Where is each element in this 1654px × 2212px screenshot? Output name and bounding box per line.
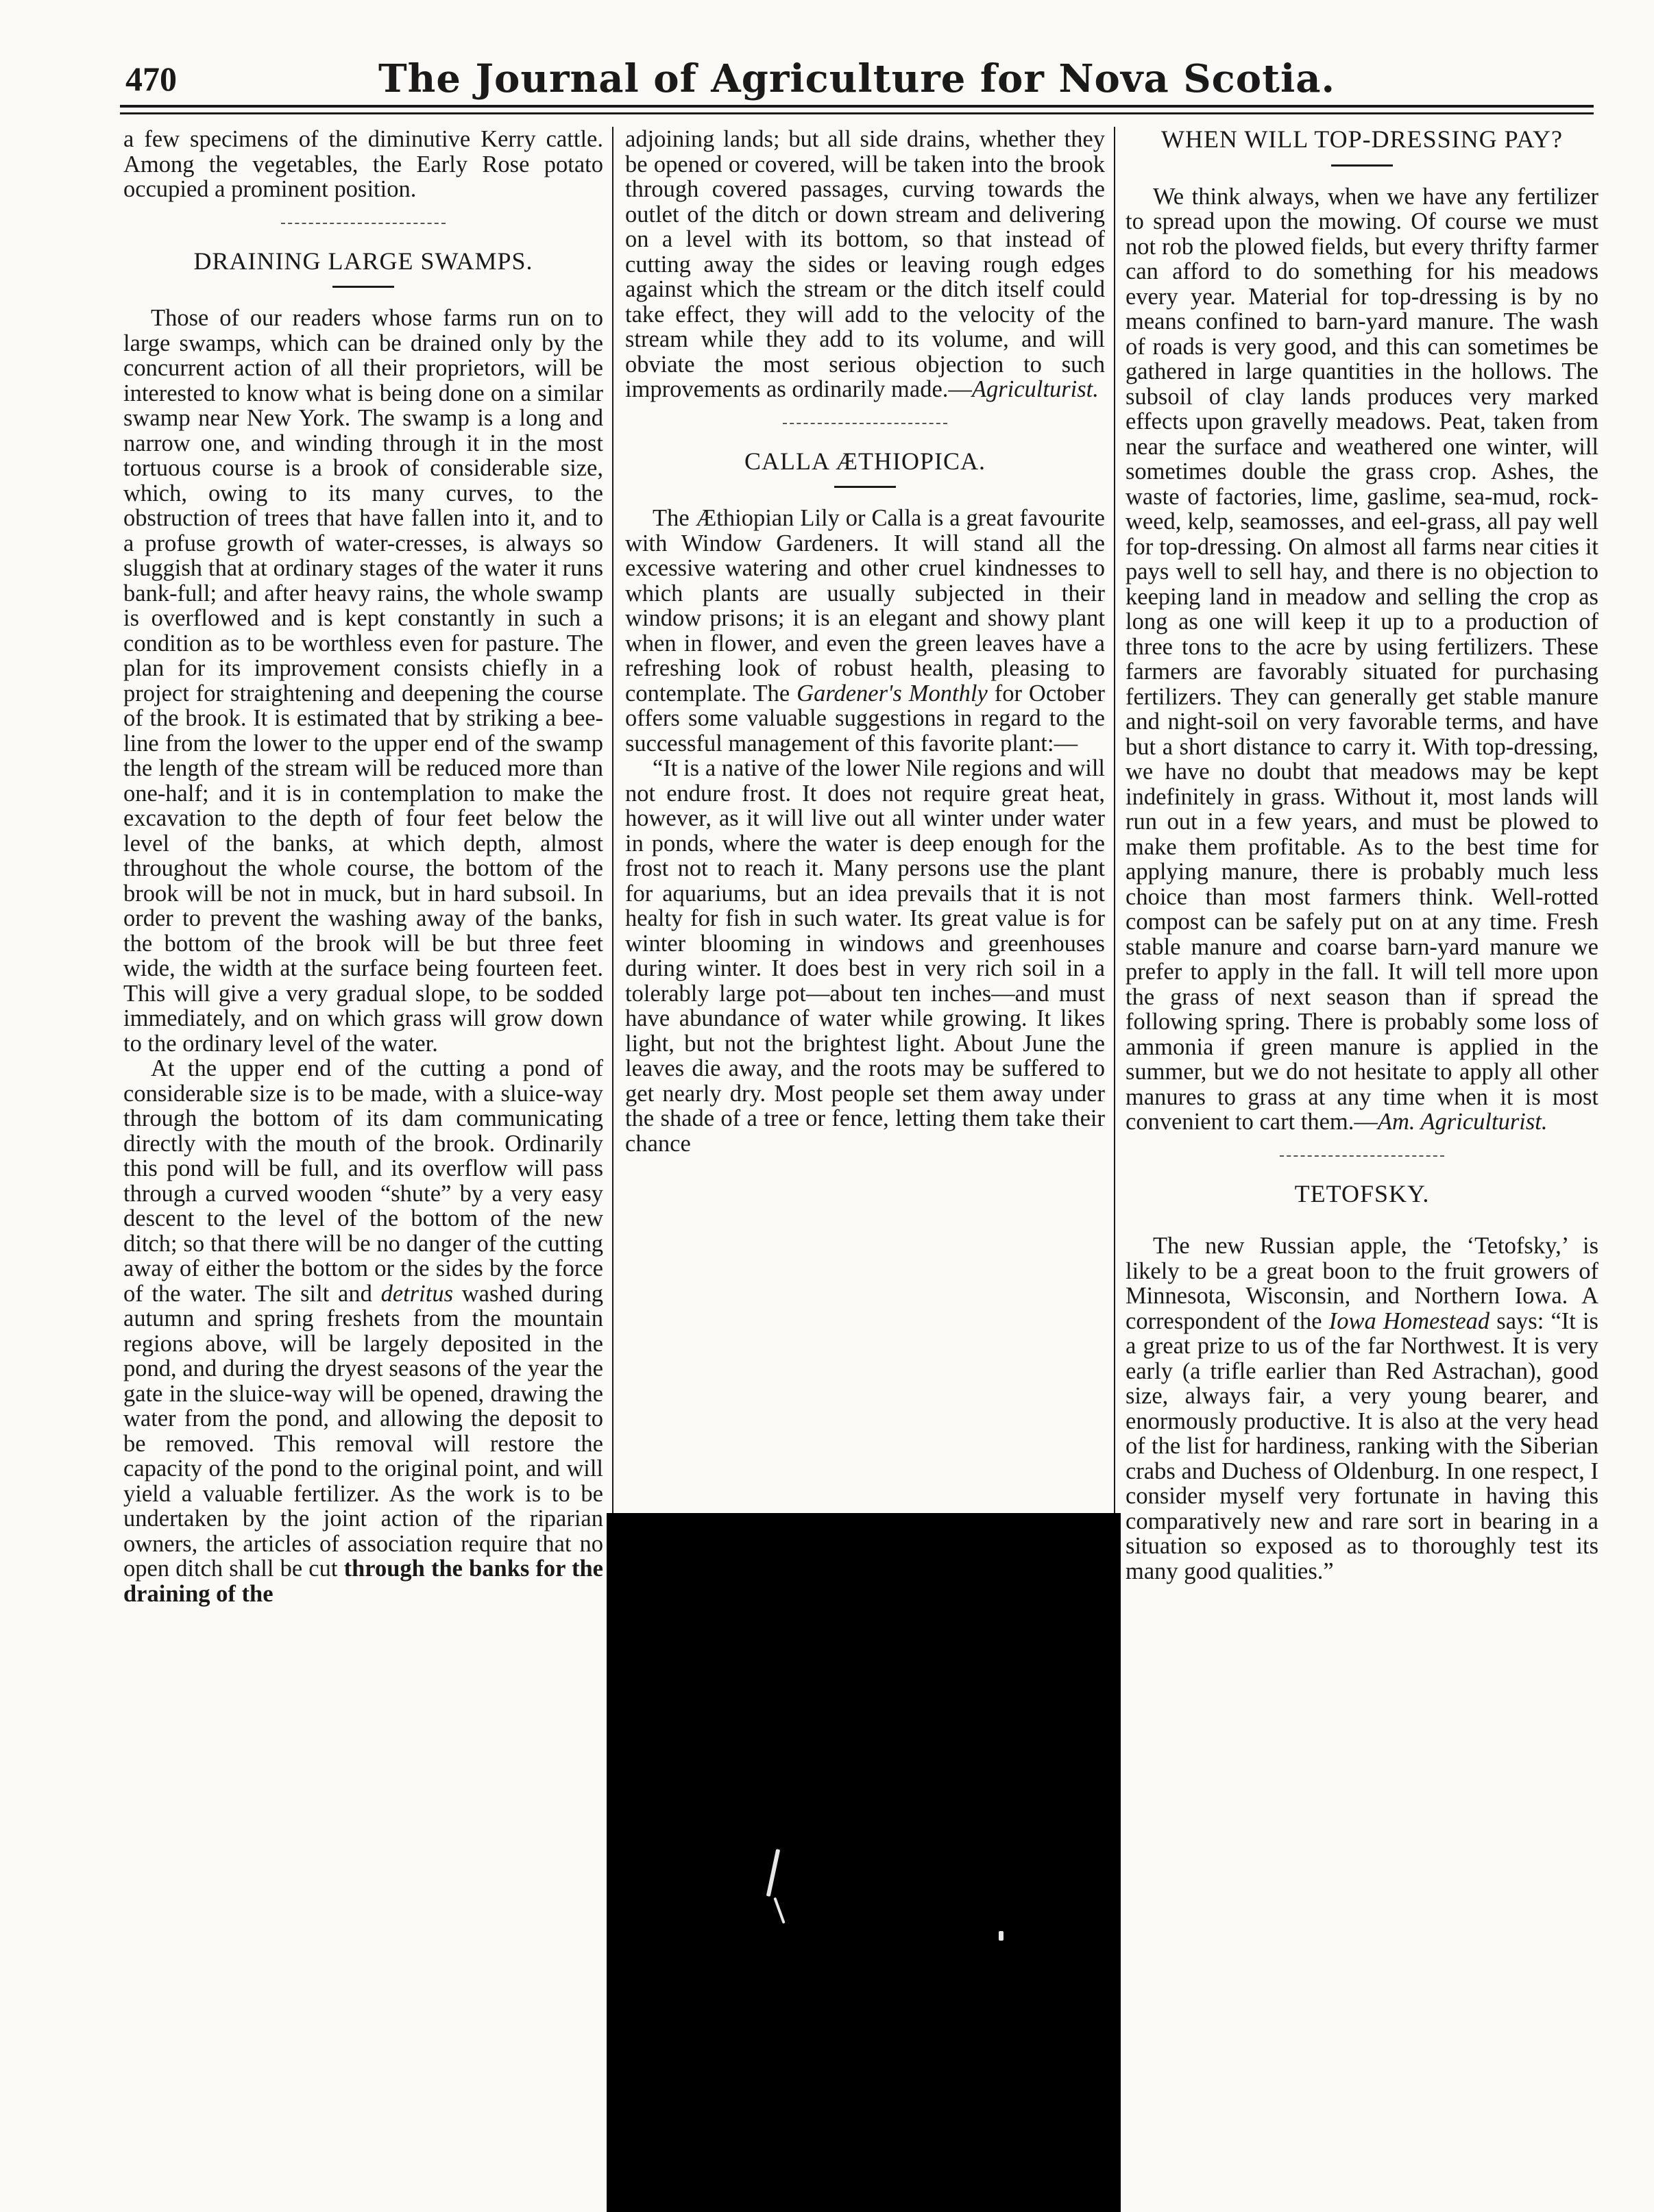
column-2 — [625, 127, 1105, 1538]
page-number: 470 — [125, 60, 177, 98]
draining-paragraph-2-text: At the upper end of the cutting a pond of considerable size is to be made, with a sluice-way through the bottom of its dam communicating directly with the mouth of the brook. Ordinarily this pond will be full, and its overflow will pass through a curved wooden “shute” by a very easy descent to the level of the bottom of the new ditch; so that there will be no danger of the cutting away of either the bottom or the sides by the force of the water. The silt and — [123, 1055, 603, 1307]
heading-rule — [834, 486, 896, 488]
article-separator — [281, 223, 446, 224]
article-heading-calla: CALLA ÆTHIOPICA. — [744, 447, 986, 475]
scan-artifact — [999, 1931, 1004, 1941]
journal-title: The Journal of Agriculture for Nova Scotia. — [378, 56, 1336, 101]
article-separator — [1280, 1155, 1444, 1157]
heading-rule — [332, 286, 394, 288]
detritus-italic: detritus — [380, 1280, 453, 1307]
column-3 — [1126, 127, 1598, 2196]
column-2-intro-text: adjoining lands; but all side drains, whether they be opened or covered, will be taken into the brook through covered passages, curving towards the outlet of the ditch or down stream and delivering on a level with its bottom, so that instead of cutting away the sides or leaving rough edges against which the stream or the ditch itself could take effect, they will add to the velocity of the stream while they add to its volume, and will obviate the most serious objection to such improvements as ordinarily made.— — [625, 126, 1105, 402]
article-separator — [783, 423, 947, 424]
column-2-intro — [625, 127, 1105, 402]
column-1 — [123, 127, 603, 2196]
top-dressing-paragraph — [1126, 184, 1598, 1135]
tetofsky-rest: says: “It is a great prize to us of the far Northwest. It is very early (a trifle earlier than Red Astrachan), good size, always fair, a very young bearer, and enormously productive. It is also at the very head of the list for hardiness, ranking with the Siberian crabs and Duchess of Oldenburg. In one respect, I consider myself very fortunate in having this comparatively new and rare sort in bearing in a situation so exposed as to thoroughly test its many good qualities.” — [1126, 1307, 1598, 1584]
article-heading-top-dressing: WHEN WILL TOP-DRESSING PAY? — [1160, 125, 1564, 153]
tetofsky-text: The new Russian apple, the ‘Tetofsky,’ is likely to be a great boon to the fruit growers of Minnesota, Wisconsin, and Northern Iowa. A correspondent of the — [1126, 1233, 1598, 1334]
page-header — [120, 48, 1594, 110]
column-1-intro: a few specimens of the diminutive Kerry cattle. Among the vegetables, the Early Rose potato occupied a prominent position. — [123, 126, 603, 202]
header-rule-top — [120, 105, 1594, 108]
calla-paragraph-1 — [625, 506, 1105, 756]
agriculturist-source: Agriculturist. — [971, 376, 1099, 402]
scan-artifact — [766, 1849, 780, 1897]
article-heading-tetofsky: TETOFSKY. — [1294, 1179, 1430, 1207]
draining-paragraph-2-rest: washed during autumn and spring freshets from the mountain regions above, will be largely deposited in the pond, and during the dryest seasons of the year the gate in the sluice-way will be opened, drawing the water from the pond, and allowing the deposit to be removed. This removal will restore the capacity of the pond to the original point, and will yield a valuable fertilizer. As the work is to be undertaken by the joint action of the riparian owners, the articles of association require that no open ditch shall be cut — [123, 1280, 603, 1582]
heading-rule — [1331, 164, 1393, 167]
calla-paragraph-1-text: The Æthiopian Lily or Calla is a great favourite with Window Gardeners. It will stand all the excessive watering and other cruel kindnesses to which plants are usually subjected in their window prisons; it is an elegant and showy plant when in flower, and even the green leaves have a refreshing look of robust health, pleasing to contemplate. The — [625, 505, 1105, 706]
column-divider-1 — [612, 127, 613, 1518]
draining-paragraph-1: Those of our readers whose farms run on to large swamps, which can be drained only by the concurrent action of all their proprietors, will be interested to know what is being done on a similar swamp near New York. The swamp is a long and narrow one, and winding through it in the most tortuous course is a brook of considerable size, which, owing to its many curves, to the obstruction of trees that have fallen into it, and to a profuse growth of water-cresses, is always so sluggish that at ordinary stages of the water it runs bank-full; and after heavy rains, the whole swamp is overflowed and is kept constantly in such a condition as to be worthless even for pasture. The plan for its improvement consists chiefly in a project for straightening and deepening the course of the brook. It is estimated that by striking a bee-line from the lower to the upper end of the swamp the length of the stream will be reduced more than one-half; and it is in contemplation to make the excavation to the depth of four feet below the level of the banks, at which depth, almost throughout the whole course, the bottom of the brook will be not in muck, but in hard subsoil. In order to prevent the washing away of the banks, the bottom of the brook will be but three feet wide, the width at the surface being fourteen feet. This will give a very gradual slope, to be sodded immediately, and on which grass will grow down to the ordinary level of the water. — [123, 305, 603, 1057]
article-heading-draining-swamps: DRAINING LARGE SWAMPS. — [193, 247, 533, 275]
top-dressing-text: We think always, when we have any fertilizer to spread upon the mowing. Of course we must not rob the plowed fields, but every thrifty farmer can afford to do something for his meadows every year. Material for top-dressing is by no means confined to barn-yard manure. The wash of roads is very good, and this can sometimes be gathered in large quantities in the hollows. The subsoil of clay lands produces very marked effects upon gravelly meadows. Peat, taken from near the surface and weathered one winter, will sometimes double the grass crop. Ashes, the waste of factories, lime, gaslime, sea-mud, rock-weed, kelp, seamosses, and eel-grass, all pay well for top-dressing. On almost all farms near cities it pays well to sell hay, and there is no objection to keeping land in meadow and selling the crop as long as one will keep it up to a production of three tons to the acre by using fertilizers. These farmers are favorably situated for purchasing fertilizers. They can generally get stable manure and night-soil on very favorable terms, and have but a short distance to carry it. With top-dressing, we have no doubt that meadows may be kept indefinitely in grass. Without it, most lands will run out in a few years, and must be plowed to make them profitable. As to the best time for applying manure, there is probably much less choice than most farmers think. Well-rotted compost can be safely put on at any time. Fresh stable manure and coarse barn-yard manure we prefer to apply in the fall. It will tell more upon the grass of next season than if spread the following spring. There is probably some loss of ammonia if green manure is applied in the summer, but we do not hesitate to apply all other manures to grass at any time when it is most convenient to cart them.— — [1126, 183, 1598, 1135]
scan-artifact — [773, 1897, 785, 1924]
gardeners-monthly-italic: Gardener's Monthly — [796, 680, 988, 706]
obscured-region — [607, 1513, 1121, 2212]
tetofsky-paragraph — [1126, 1233, 1598, 1584]
iowa-homestead-italic: Iowa Homestead — [1328, 1307, 1490, 1334]
calla-paragraph-1-rest: for October offers some valuable suggestions in regard to the successful management of this favorite plant:— — [625, 680, 1106, 757]
draining-paragraph-2-bold-tail: through the banks for the draining of the — [123, 1556, 603, 1607]
header-rule-bottom — [120, 112, 1594, 114]
am-agriculturist-source: Am. Agriculturist. — [1377, 1109, 1548, 1135]
calla-paragraph-2: “It is a native of the lower Nile regions and will not endure frost. It does not require great heat, however, as it will live out all winter under water in ponds, where the water is deep enough for the frost not to reach it. Many persons use the plant for aquariums, but an idea prevails that it is not healty for fish in such water. Its great value is for winter blooming in windows and greenhouses during winter. It does best in very rich soil in a tolerably large pot—about ten inches—and must have abundance of water while growing. It likes light, but not the brightest light. About June the leaves die away, and the roots may be suffered to get nearly dry. Most people set them away under the shade of a tree or fence, letting them take their chance — [625, 755, 1105, 1157]
draining-paragraph-2 — [123, 1056, 603, 1606]
